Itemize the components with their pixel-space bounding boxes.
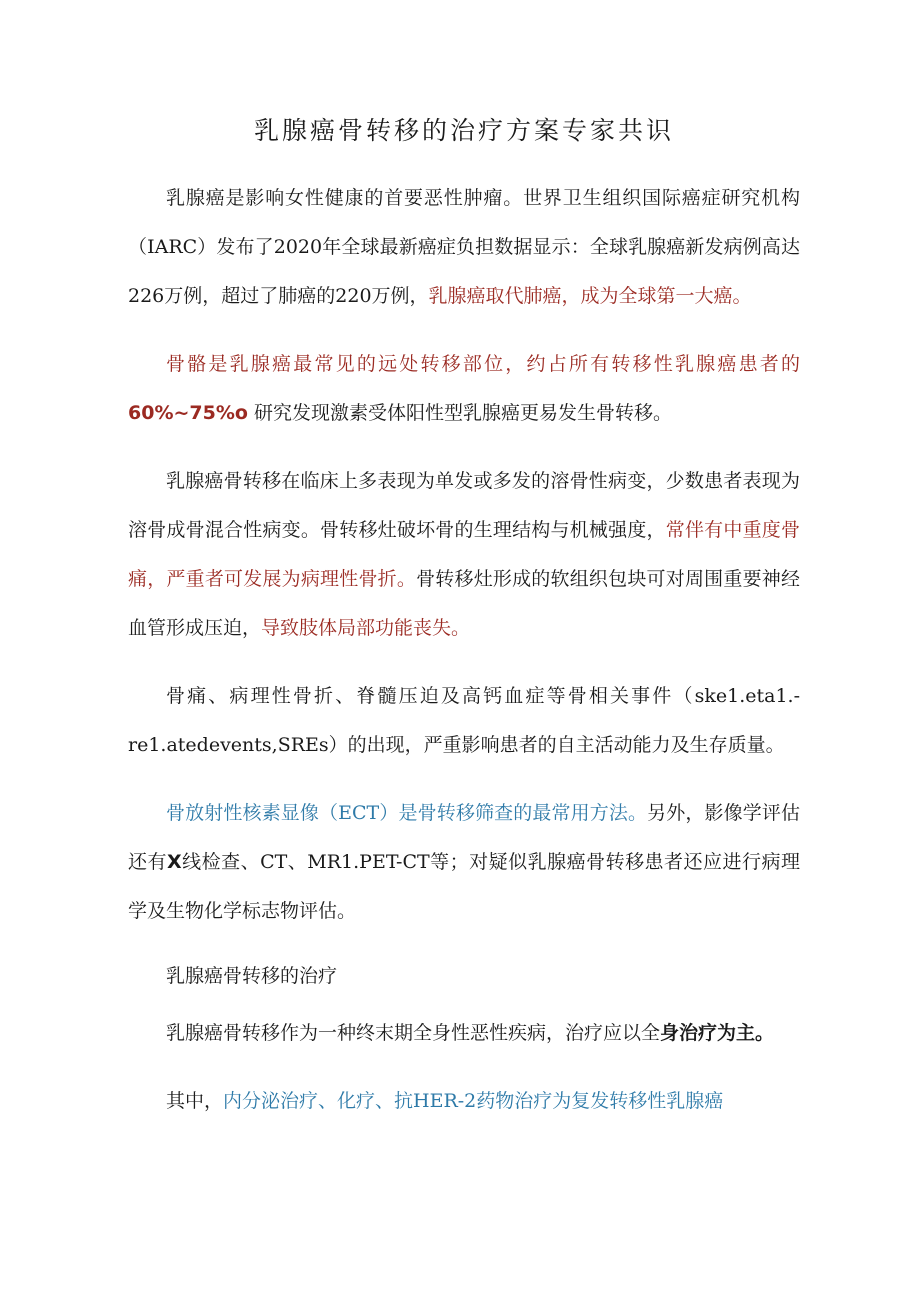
text-span: 乳腺癌是影响女性健康的首要恶性肿瘤。世界卫生组织国际癌症研究机构（IARC）发布了2020年全球最新癌症负担数据显示：全球乳腺癌新发病例高达226万例，超过了肺癌的220万例，	[128, 187, 800, 307]
section-heading: 乳腺癌骨转移的治疗	[166, 965, 338, 987]
paragraph-imaging	[128, 789, 800, 936]
bold-text: X	[166, 851, 182, 873]
bold-text: 身治疗为主。	[660, 1022, 775, 1044]
text-span: 骨痛、病理性骨折、脊髓压迫及高钙血症等骨相关事件（ske1.eta1.-re1.atedevents,SREs）的出现，严重影响患者的自主活动能力及生存质量。	[128, 685, 800, 756]
paragraph-treatment-principle	[128, 1009, 800, 1058]
highlight-text: 导致肢体局部功能丧失。	[261, 617, 471, 639]
paragraph-bone-metastasis-site	[128, 340, 800, 438]
paragraph-systemic-therapy	[128, 1077, 800, 1126]
highlight-text: 骨放射性核素显像（ECT）是骨转移筛查的最常用方法。	[166, 802, 648, 824]
percentage-text: 60%~75%o	[128, 402, 248, 424]
text-span: 线检查、CT、MR1.PET-CT等；对疑似乳腺癌骨转移患者还应进行病理学及生物化学标志物评估。	[128, 851, 800, 922]
highlight-text: 乳腺癌取代肺癌，成为全球第一大癌。	[428, 285, 752, 307]
document-title: 乳腺癌骨转移的治疗方案专家共识	[253, 116, 674, 145]
text-span: 另外，影像学评估还有	[128, 802, 800, 873]
paragraph-epidemiology	[128, 174, 800, 321]
text-span: 骨转移灶形成的软组织包块可对周围重要神经血管形成压迫，	[128, 568, 800, 639]
highlight-text: 常伴有中重度骨痛，严重者可发展为病理性骨折。	[128, 519, 800, 590]
text-span: 研究发现激素受体阳性型乳腺癌更易发生骨转移。	[253, 402, 672, 424]
paragraph-clinical-presentation	[128, 457, 800, 653]
text-span: 乳腺癌骨转移作为一种终末期全身性恶性疾病，治疗应以全	[166, 1022, 661, 1044]
document-page	[128, 100, 800, 1145]
highlight-text: 骨骼是乳腺癌最常见的远处转移部位，约占所有转移性乳腺癌患者的	[166, 353, 800, 375]
text-span: 乳腺癌骨转移在临床上多表现为单发或多发的溶骨性病变，少数患者表现为溶骨成骨混合性病变。骨转移灶破坏骨的生理结构与机械强度，	[128, 470, 800, 541]
highlight-text: 内分泌治疗、化疗、抗HER-2药物治疗为复发转移性乳腺癌	[223, 1090, 724, 1112]
paragraph-sres	[128, 672, 800, 770]
text-span: 其中，	[166, 1090, 224, 1112]
